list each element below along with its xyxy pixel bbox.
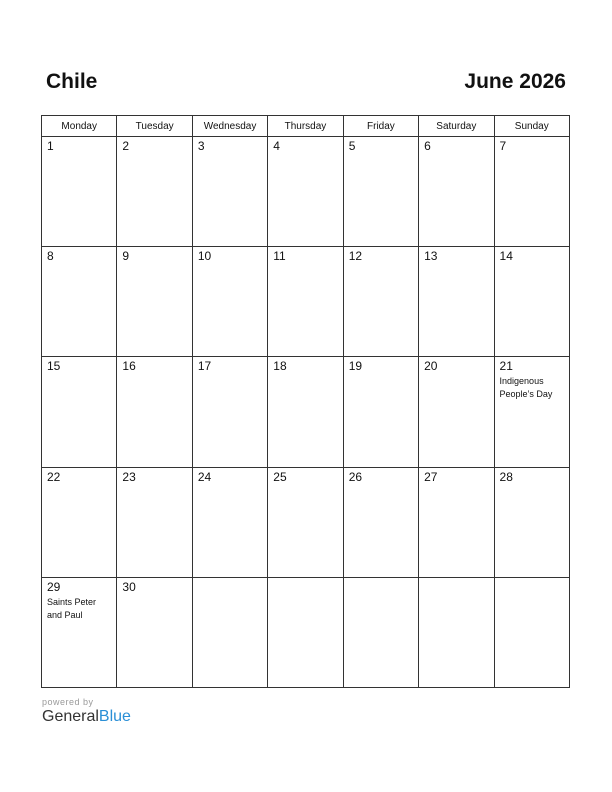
weekday-header: Monday	[42, 116, 117, 137]
day-cell	[419, 577, 494, 687]
day-cell	[42, 137, 117, 247]
powered-by-text: powered by	[42, 697, 94, 707]
generalblue-logo	[42, 707, 131, 727]
country-title: Chile	[46, 70, 98, 93]
weekday-header: Sunday	[494, 116, 569, 137]
day-number: 22	[47, 469, 61, 484]
brand-blue: Blue	[98, 708, 131, 725]
day-cell	[268, 467, 343, 577]
day-cell	[192, 247, 267, 357]
week-row	[42, 137, 570, 247]
day-number: 30	[122, 579, 136, 594]
brand-general: General	[42, 708, 99, 725]
weekday-header: Thursday	[268, 116, 343, 137]
weekday-header: Tuesday	[117, 116, 192, 137]
weekday-header: Wednesday	[192, 116, 267, 137]
week-row	[42, 247, 570, 357]
day-cell	[343, 137, 418, 247]
day-cell	[117, 577, 192, 687]
day-number: 5	[348, 139, 356, 153]
footer	[42, 697, 131, 727]
day-number: 11	[273, 249, 286, 264]
day-cell	[42, 357, 117, 467]
day-cell	[419, 357, 494, 467]
month-year-title: June 2026	[464, 70, 566, 93]
day-number: 25	[273, 469, 287, 484]
holiday-label: Indigenous People’s Day	[499, 376, 553, 400]
day-number: 13	[424, 249, 438, 264]
day-cell	[343, 247, 418, 357]
day-number: 12	[348, 249, 363, 264]
day-number: 19	[348, 359, 363, 374]
day-cell	[117, 247, 192, 357]
day-cell	[343, 467, 418, 577]
day-cell	[192, 137, 267, 247]
day-cell	[419, 247, 494, 357]
day-number: 2	[122, 139, 130, 153]
holiday-label: Saints Peter and Paul	[47, 596, 97, 620]
day-cell	[268, 247, 343, 357]
day-cell	[42, 467, 117, 577]
day-cell	[419, 467, 494, 577]
day-cell	[343, 577, 418, 687]
day-cell	[268, 357, 343, 467]
day-number: 24	[197, 469, 212, 484]
day-cell	[494, 247, 569, 357]
week-row	[42, 357, 570, 467]
day-number: 10	[197, 249, 212, 264]
day-cell	[494, 137, 569, 247]
day-number: 21	[499, 359, 513, 374]
day-cell	[343, 357, 418, 467]
week-row	[42, 577, 570, 687]
day-cell	[268, 577, 343, 687]
day-number: 14	[499, 249, 513, 264]
day-cell	[192, 467, 267, 577]
day-cell	[494, 577, 569, 687]
day-number: 28	[499, 469, 513, 484]
day-cell	[117, 357, 192, 467]
calendar-grid	[41, 115, 570, 688]
weekday-header: Friday	[343, 116, 418, 137]
day-number: 16	[122, 359, 136, 374]
day-number: 1	[47, 139, 54, 153]
day-number: 26	[348, 469, 363, 484]
day-cell	[192, 577, 267, 687]
day-number: 15	[47, 359, 61, 374]
day-cell	[192, 357, 267, 467]
day-number: 4	[273, 139, 280, 153]
day-number: 18	[273, 359, 287, 374]
day-number: 27	[424, 469, 438, 484]
day-number: 9	[122, 249, 130, 264]
day-number: 29	[47, 579, 61, 594]
weekday-header: Saturday	[419, 116, 494, 137]
day-number: 17	[197, 359, 212, 374]
day-cell	[268, 137, 343, 247]
day-number: 23	[122, 469, 136, 484]
day-number: 3	[197, 139, 205, 153]
week-row	[42, 467, 570, 577]
day-cell	[117, 467, 192, 577]
day-cell	[419, 137, 494, 247]
day-cell	[42, 577, 117, 687]
day-cell	[117, 137, 192, 247]
day-number: 20	[424, 359, 438, 374]
day-cell	[42, 247, 117, 357]
day-cell	[494, 357, 569, 467]
day-number: 6	[424, 139, 431, 153]
day-number: 7	[499, 139, 507, 153]
weekday-header-row	[42, 116, 570, 137]
day-number: 8	[47, 249, 54, 264]
day-cell	[494, 467, 569, 577]
